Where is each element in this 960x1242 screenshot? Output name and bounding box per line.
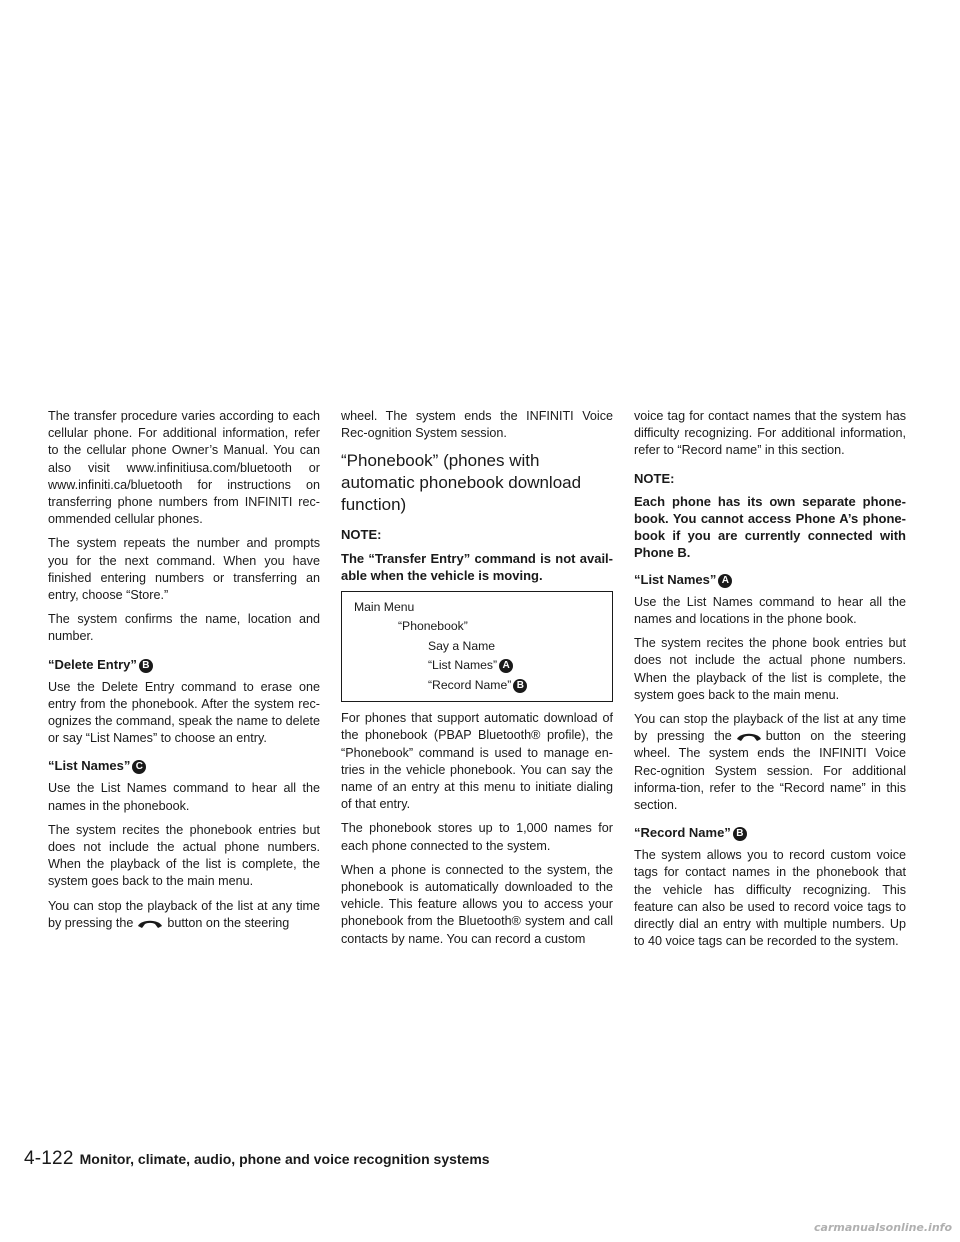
heading-list-names bbox=[634, 571, 906, 588]
callout-badge-b: B bbox=[513, 679, 527, 693]
column-2 bbox=[341, 408, 613, 948]
paragraph: voice tag for contact names that the system has difficulty recognizing. For additional information, refer to “Record name” in this section. bbox=[634, 409, 906, 458]
paragraph: The system confirms the name, location and number. bbox=[48, 612, 320, 644]
callout-badge-a: A bbox=[499, 659, 513, 673]
menu-say-name: Say a Name bbox=[428, 638, 496, 653]
column-3 bbox=[634, 408, 906, 950]
heading-delete-entry bbox=[48, 656, 320, 673]
note-text: The “Transfer Entry” command is not avail-able when the vehicle is moving. bbox=[341, 550, 613, 583]
menu-phonebook: “Phonebook” bbox=[398, 619, 468, 634]
phone-hang-up-icon bbox=[736, 731, 762, 743]
heading-text: “Delete Entry” bbox=[48, 656, 137, 672]
menu-main: Main Menu bbox=[354, 599, 415, 614]
paragraph: For phones that support automatic download of the phonebook (PBAP Bluetooth® profile), the “Phonebook” command is used to manage en-tries in the vehicle phonebook. You can say the name of an entry at this menu to initiate dialing of that entry. bbox=[341, 711, 613, 812]
phone-hang-up-icon bbox=[137, 918, 163, 930]
paragraph: The system recites the phone book entries but does not include the actual phone numbers. When the playback of the list is complete, the system goes back to the main menu. bbox=[634, 636, 906, 702]
menu-record-name bbox=[354, 676, 604, 696]
menu-tree-box bbox=[341, 591, 613, 703]
paragraph: Use the Delete Entry command to erase one entry from the phonebook. After the system rec-ognizes the command, speak the name to delete or say “List Names” to choose an entry. bbox=[48, 679, 320, 746]
menu-list-names bbox=[354, 656, 604, 676]
site-watermark: carmanualsonline.info bbox=[814, 1221, 952, 1234]
page-number: 4-122 bbox=[24, 1148, 74, 1169]
callout-badge-a: A bbox=[718, 574, 732, 588]
paragraph: When a phone is connected to the system, the phonebook is automatically downloaded to the vehicle. This feature allows you to access your phonebook from the Bluetooth® system and call contacts by name. You can record a custom bbox=[341, 862, 613, 946]
heading-list-names bbox=[48, 757, 320, 774]
paragraph: Use the List Names command to hear all the names in the phonebook. bbox=[48, 781, 320, 813]
menu-item-text: “List Names” bbox=[428, 658, 498, 673]
paragraph: Use the List Names command to hear all the names and locations in the phone book. bbox=[634, 594, 906, 627]
note-label: NOTE: bbox=[634, 470, 675, 486]
section-heading: “Phonebook” (phones with automatic phonebook download function) bbox=[341, 451, 582, 515]
paragraph-with-icon bbox=[634, 711, 906, 814]
paragraph: The phonebook stores up to 1,000 names for each phone connected to the system. bbox=[341, 821, 613, 853]
callout-badge-c: C bbox=[132, 760, 146, 774]
heading-text: “List Names” bbox=[48, 758, 131, 774]
paragraph-with-icon bbox=[48, 898, 320, 932]
text: You can stop the playback of the list at any time by pressing the bbox=[48, 898, 320, 930]
note-label: NOTE: bbox=[341, 527, 382, 543]
heading-text: “List Names” bbox=[634, 571, 717, 587]
heading-record-name bbox=[634, 824, 906, 841]
paragraph: The system repeats the number and prompts you for the next command. When you have finished entering numbers or transferring an entry, choose “Store.” bbox=[48, 536, 320, 603]
text: button on the steering bbox=[167, 915, 290, 930]
paragraph: The transfer procedure varies according to each cellular phone. For additional information, refer to the cellular phone Owner’s Manual. You can also visit www.infinitiusa.com/bluetooth or www.infiniti.ca/bluetooth for instructions on transferring phone numbers from INFINITI rec-ommended cellular phones. bbox=[48, 409, 320, 527]
page-footer bbox=[24, 1148, 490, 1168]
paragraph: The system allows you to record custom voice tags for contact names in the phonebook that the vehicle has difficulty recognizing. This feature can also be used to record voice tags to directly dial an entry with multiple numbers. Up to 40 voice tags can be recorded to the system. bbox=[634, 848, 906, 949]
text: button on the steering wheel. The system ends the INFINITI Voice Rec-ognition System session. For additional informa-tion, refer to the “Record name” in this section. bbox=[634, 729, 906, 813]
column-1 bbox=[48, 408, 320, 932]
chapter-title: Monitor, climate, audio, phone and voice recognition systems bbox=[79, 1151, 490, 1167]
menu-item-text: “Record Name” bbox=[428, 677, 512, 692]
text: You can stop the playback of the list at any time by pressing the bbox=[634, 712, 906, 744]
paragraph: The system recites the phonebook entries but does not include the actual phone numbers. When the playback of the list is complete, the system goes back to the main menu. bbox=[48, 822, 320, 889]
callout-badge-b: B bbox=[733, 827, 747, 841]
heading-text: “Record Name” bbox=[634, 825, 731, 841]
paragraph: wheel. The system ends the INFINITI Voice Rec-ognition System session. bbox=[341, 409, 613, 441]
note-text: Each phone has its own separate phone-book. You cannot access Phone A’s phone-book if you are currently connected with Phone B. bbox=[634, 493, 906, 560]
callout-badge-b: B bbox=[139, 659, 153, 673]
